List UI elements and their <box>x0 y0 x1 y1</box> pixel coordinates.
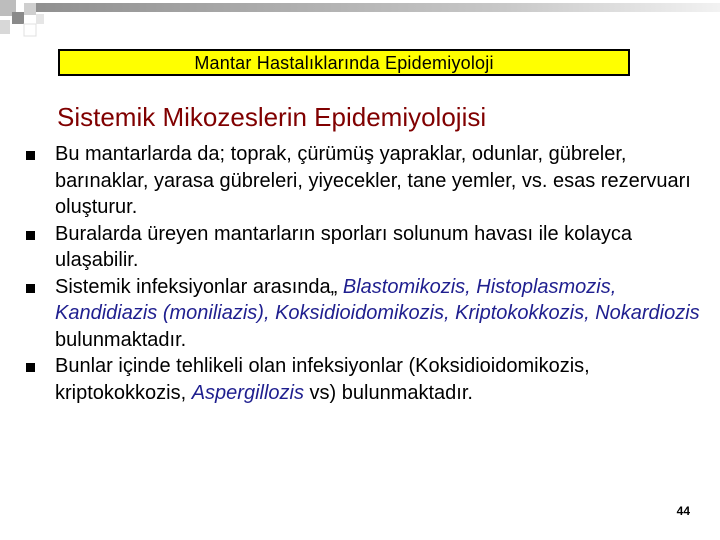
bullet-text: bulunmaktadır. <box>55 328 187 351</box>
bullet-text-italic: Blastomikozis, Histoplasmozis, Kandidiazis (moniliazis), Koksidioidomikozis, Kriptokokkozis, Nokardiozis <box>55 275 700 324</box>
bullet-text: Sistemik infeksiyonlar arasında„ <box>55 275 343 298</box>
bullet-item <box>18 274 708 354</box>
slide-title: Mantar Hastalıklarında Epidemiyoloji <box>58 49 630 76</box>
top-bar <box>0 3 720 12</box>
deco-square <box>12 12 24 24</box>
deco-square <box>24 3 36 15</box>
bullet-item <box>18 353 708 406</box>
bullet-text: vs) bulunmaktadır. <box>303 381 473 404</box>
page-number: 44 <box>676 504 690 518</box>
bullet-text-italic: Aspergillozis <box>191 381 304 404</box>
slide-heading: Sistemik Mikozeslerin Epidemiyolojisi <box>57 102 487 132</box>
deco-square <box>36 14 44 24</box>
square-bullet-icon <box>26 363 35 372</box>
bullet-list <box>18 141 708 406</box>
bullet-item <box>18 221 708 274</box>
square-bullet-icon <box>26 284 35 293</box>
deco-square <box>24 24 36 36</box>
deco-square <box>0 20 10 34</box>
bullet-item <box>18 141 708 221</box>
square-bullet-icon <box>26 151 35 160</box>
bullet-text: Buralarda üreyen mantarların sporları solunum havası ile kolayca ulaşabilir. <box>55 222 632 271</box>
square-bullet-icon <box>26 231 35 240</box>
bullet-text: Bu mantarlarda da; toprak, çürümüş yapraklar, odunlar, gübreler, barınaklar, yarasa gübreleri, yiyecekler, tane yemler, vs. esas rezervuarı oluşturur. <box>55 143 691 218</box>
bullet-text: Bunlar içinde tehlikeli olan infeksiyonlar (Koksidioidomikozis, kriptokokkozis, <box>55 355 590 404</box>
